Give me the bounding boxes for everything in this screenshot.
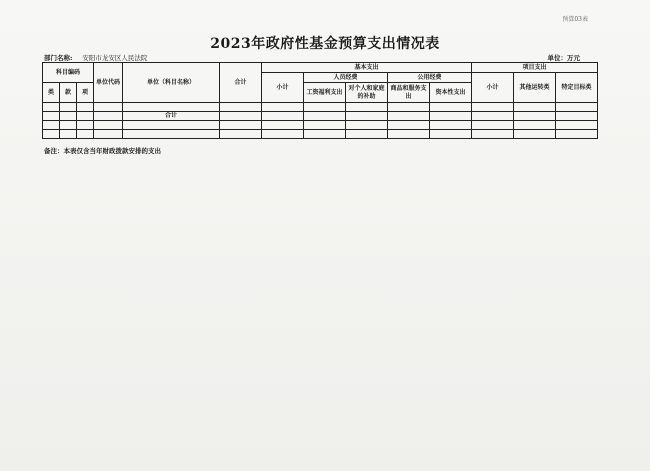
header-wages: 工资福利支出 (304, 83, 346, 103)
header-basic-subtotal: 小计 (262, 73, 304, 103)
row-label (123, 103, 220, 112)
header-project-expenditure: 项目支出 (472, 63, 598, 73)
header-kuan: 款 (60, 83, 77, 103)
table-row (43, 103, 598, 112)
department-name: 安阳市龙安区人民法院 (82, 54, 148, 62)
header-capital: 资本性支出 (430, 83, 472, 103)
header-project-subtotal: 小计 (472, 73, 514, 103)
row-label-total: 合计 (123, 112, 220, 121)
row-label (123, 121, 220, 130)
row-label (123, 130, 220, 139)
table-row (43, 112, 598, 121)
header-goods: 商品和服务支出 (388, 83, 430, 103)
header-xiang: 项 (77, 83, 94, 103)
footnote: 备注：本表仅含当年财政拨款安排的支出 (44, 147, 161, 155)
header-public: 公用经费 (388, 73, 472, 83)
header-individual: 对个人和家庭的补助 (346, 83, 388, 103)
form-number-tag: 预算03表 (562, 16, 588, 23)
header-unit-code: 单位代码 (94, 63, 123, 103)
header-unit-name: 单位（科目名称） (123, 63, 220, 103)
header-other-transfer: 其他运转类 (514, 73, 556, 103)
department-info (44, 53, 147, 62)
table-row (43, 121, 598, 130)
unit-label: 单位：万元 (547, 54, 580, 62)
header-subject-code: 科目编码 (43, 63, 94, 83)
header-row-1 (43, 63, 598, 73)
department-label: 部门名称: (44, 54, 73, 62)
header-special-target: 特定目标类 (556, 73, 598, 103)
budget-table (42, 62, 598, 139)
header-total: 合计 (220, 63, 262, 103)
page-title: 2023年政府性基金预算支出情况表 (210, 36, 440, 52)
table-row (43, 130, 598, 139)
header-lei: 类 (43, 83, 60, 103)
header-basic-expenditure: 基本支出 (262, 63, 472, 73)
header-personnel: 人员经费 (304, 73, 388, 83)
